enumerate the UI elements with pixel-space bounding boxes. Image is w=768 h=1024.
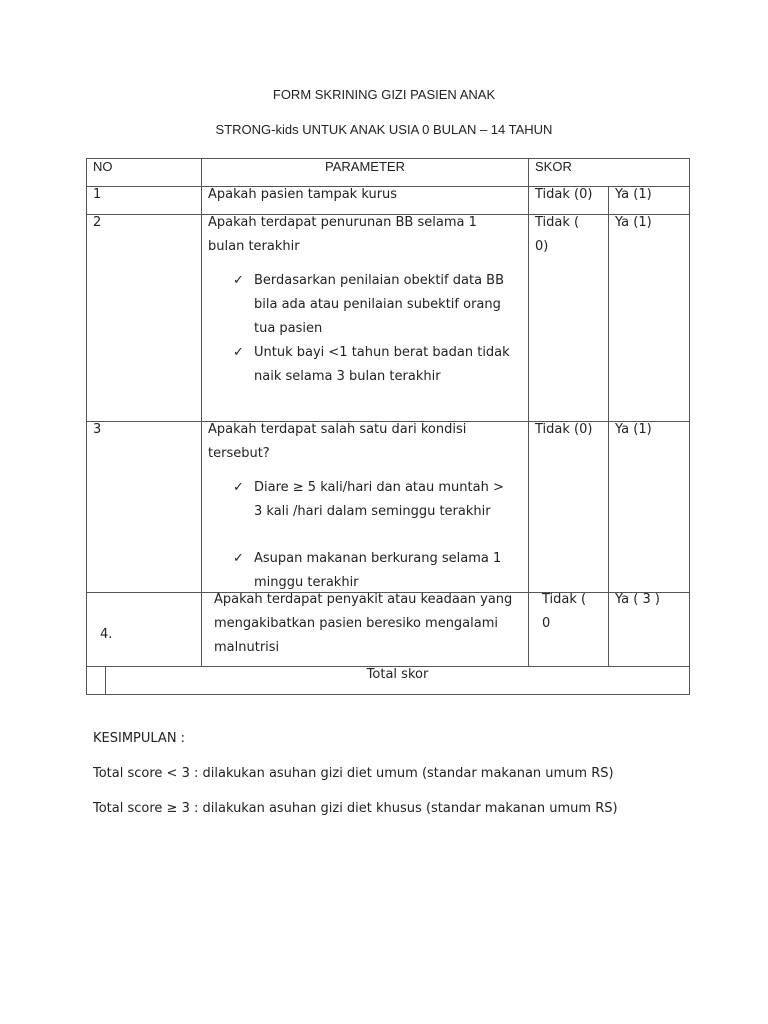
row-2-score-tidak: Tidak ( 0) bbox=[535, 215, 580, 254]
row-1-score-tidak: Tidak (0) bbox=[535, 187, 593, 202]
row-4-question: Apakah terdapat penyakit atau keadaan yang mengakibatkan pasien beresiko mengalami malnutrisi bbox=[214, 592, 513, 655]
row-4-score-ya: Ya ( 3 ) bbox=[615, 592, 660, 607]
check-icon: ✓ bbox=[233, 551, 244, 566]
row-2-bullet-2: Untuk bayi <1 tahun berat badan tidak naik selama 3 bulan terakhir bbox=[254, 345, 510, 384]
row-4-score-tidak: Tidak ( 0 bbox=[542, 592, 587, 631]
row-1-score-ya: Ya (1) bbox=[615, 187, 652, 202]
table-column-divider bbox=[528, 158, 529, 667]
row-1-question: Apakah pasien tampak kurus bbox=[208, 187, 398, 202]
conclusion-line-1: Total score < 3 : dilakukan asuhan gizi diet umum (standar makanan umum RS) bbox=[93, 766, 614, 781]
table-border-bottom bbox=[86, 694, 690, 695]
row-1-no: 1 bbox=[93, 187, 102, 202]
row-3-question: Apakah terdapat salah satu dari kondisi tersebut? bbox=[208, 422, 467, 461]
table-border-left bbox=[86, 158, 87, 695]
total-score-label: Total skor bbox=[366, 667, 429, 682]
table-column-divider bbox=[201, 158, 202, 667]
row-3-score-tidak: Tidak (0) bbox=[535, 422, 593, 437]
table-column-divider bbox=[608, 186, 609, 667]
check-icon: ✓ bbox=[233, 480, 244, 495]
conclusion-line-2: Total score ≥ 3 : dilakukan asuhan gizi diet khusus (standar makanan umum RS) bbox=[93, 801, 618, 816]
header-parameter: PARAMETER bbox=[325, 159, 405, 174]
check-icon: ✓ bbox=[233, 273, 244, 288]
row-3-no: 3 bbox=[93, 422, 102, 437]
check-icon: ✓ bbox=[233, 345, 244, 360]
header-skor: SKOR bbox=[535, 159, 572, 174]
row-2-bullet-1: Berdasarkan penilaian obektif data BB bila ada atau penilaian subektif orang tua pasien bbox=[254, 273, 505, 336]
row-2-question: Apakah terdapat penurunan BB selama 1 bulan terakhir bbox=[208, 215, 477, 254]
row-2-no: 2 bbox=[93, 215, 102, 230]
conclusion-heading: KESIMPULAN : bbox=[93, 731, 186, 746]
document-subtitle: STRONG-kids UNTUK ANAK USIA 0 BULAN – 14 TAHUN bbox=[215, 122, 553, 137]
row-3-bullet-1: Diare ≥ 5 kali/hari dan atau muntah > 3 kali /hari dalam seminggu terakhir bbox=[254, 480, 504, 519]
row-3-score-ya: Ya (1) bbox=[615, 422, 652, 437]
row-4-no: 4. bbox=[100, 627, 113, 642]
row-3-bullet-2: Asupan makanan berkurang selama 1 minggu terakhir bbox=[254, 551, 502, 590]
row-2-score-ya: Ya (1) bbox=[615, 215, 652, 230]
document-title: FORM SKRINING GIZI PASIEN ANAK bbox=[272, 87, 496, 102]
table-border-right bbox=[689, 158, 690, 695]
header-no: NO bbox=[93, 159, 113, 174]
